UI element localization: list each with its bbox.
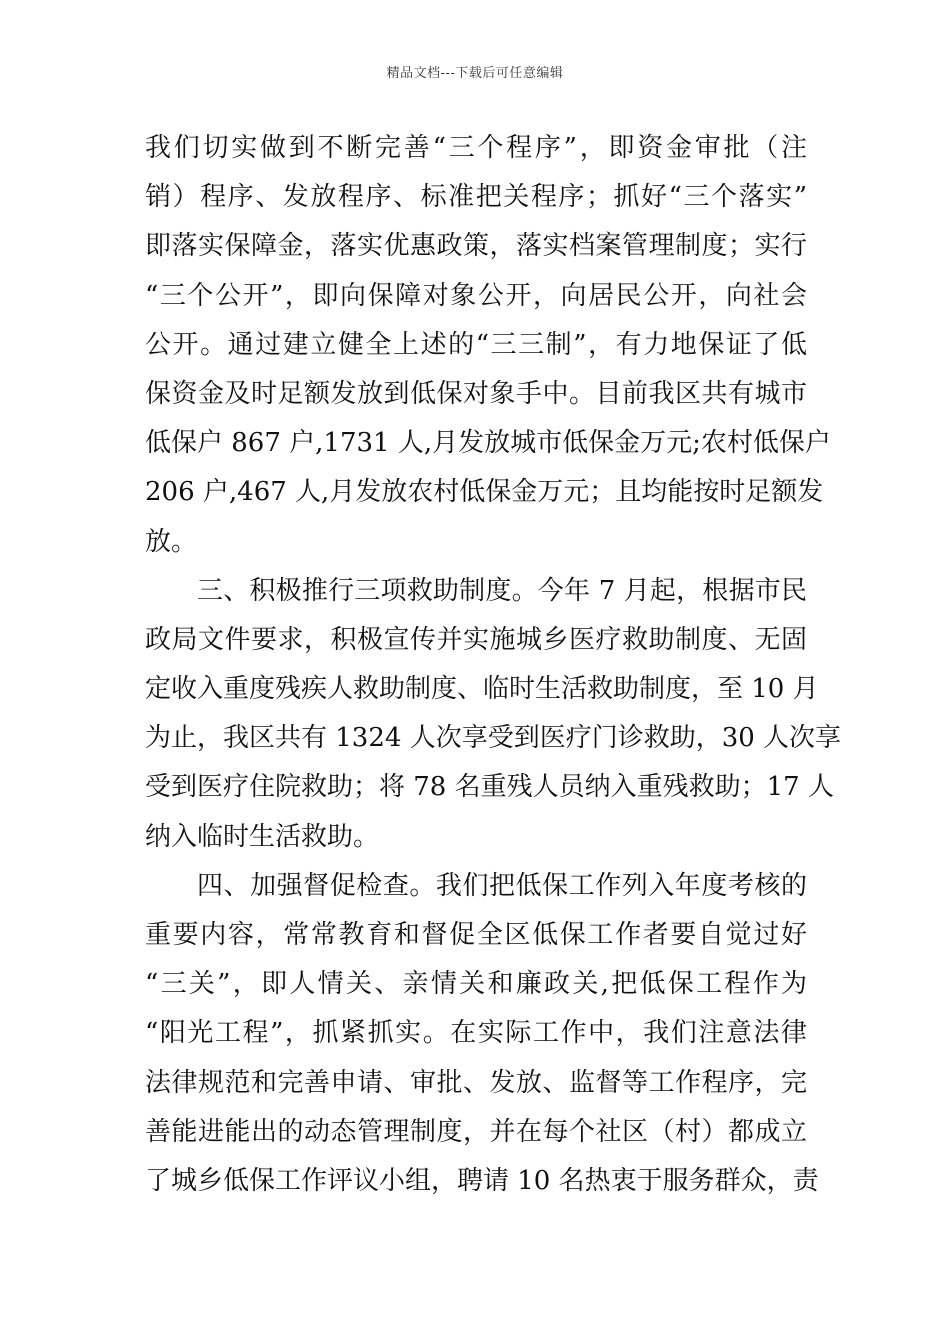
text-line: “阳光工程”，抓紧抓实。在实际工作中，我们注意法律 bbox=[145, 1018, 807, 1049]
text-line: “三个公开”，即向保障对象公开，向居民公开，向社会 bbox=[145, 280, 807, 311]
text-line: 公开。通过建立健全上述的“三三制”，有力地保证了低 bbox=[145, 329, 807, 360]
text-line: 纳入临时生活救助。 bbox=[145, 821, 380, 852]
text-line: 销）程序、发放程序、标准把关程序；抓好“三个落实” bbox=[145, 182, 807, 213]
paragraph-2 bbox=[145, 567, 842, 862]
text-line: 定收入重度残疾人救助制度、临时生活救助制度，至 10 月 bbox=[145, 674, 819, 705]
text-line: 四、加强督促检查。我们把低保工作列入年度考核的 bbox=[197, 870, 807, 901]
text-line: 我们切实做到不断完善“三个程序”，即资金审批（注 bbox=[145, 133, 807, 163]
text-line: “三关”，即人情关、亲情关和廉政关,把低保工程作为 bbox=[145, 969, 807, 1000]
text-line: 了城乡低保工作评议小组，聘请 10 名热衷于服务群众，责 bbox=[145, 1165, 819, 1196]
text-line: 善能进能出的动态管理制度，并在每个社区（村）都成立 bbox=[145, 1116, 807, 1147]
text-line: 放。 bbox=[145, 526, 198, 557]
page-header: 精品文档---下载后可任意编辑 bbox=[386, 66, 564, 81]
text-line: 重要内容，常常教育和督促全区低保工作者要自觉过好 bbox=[145, 920, 807, 950]
document-body bbox=[145, 124, 842, 1206]
text-line: 法律规范和完善申请、审批、发放、监督等工作程序，完 bbox=[145, 1067, 807, 1098]
text-line: 受到医疗住院救助；将 78 名重残人员纳入重残救助；17 人 bbox=[145, 772, 834, 803]
text-line: 206 户,467 人,月发放农村低保金万元；且均能按时足额发 bbox=[145, 477, 824, 508]
text-line: 为止，我区共有 1324 人次享受到医疗门诊救助，30 人次享 bbox=[145, 723, 842, 754]
text-line: 低保户 867 户,1731 人,月发放城市低保金万元;农村低保户 bbox=[145, 428, 831, 459]
paragraph-1 bbox=[145, 124, 831, 567]
text-line: 即落实保障金，落实优惠政策，落实档案管理制度；实行 bbox=[145, 231, 807, 262]
text-line: 政局文件要求，积极宣传并实施城乡医疗救助制度、无固 bbox=[145, 624, 807, 655]
text-line: 三、积极推行三项救助制度。今年 7 月起，根据市民 bbox=[197, 575, 807, 606]
text-line: 保资金及时足额发放到低保对象手中。目前我区共有城市 bbox=[145, 378, 807, 409]
paragraph-3 bbox=[145, 862, 819, 1206]
